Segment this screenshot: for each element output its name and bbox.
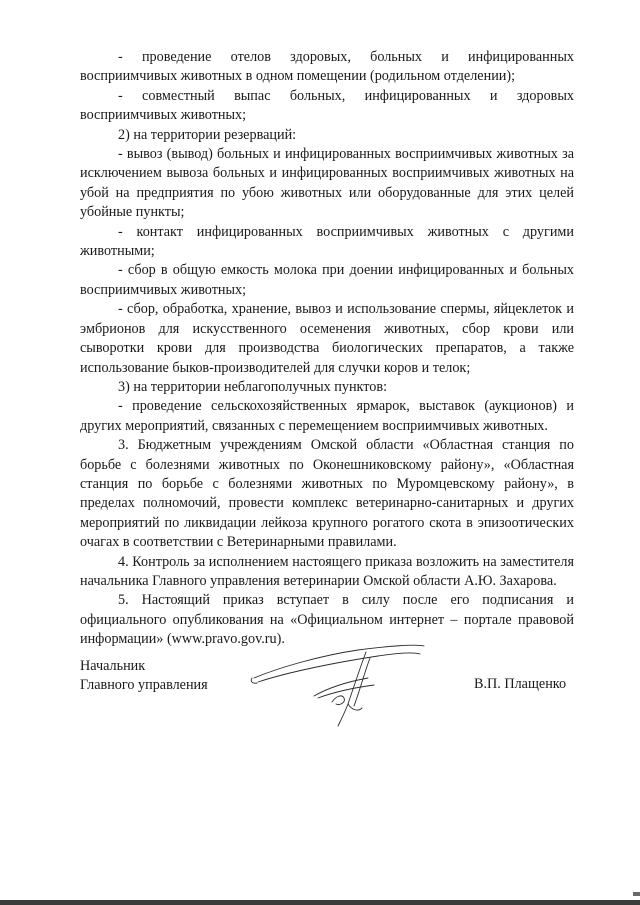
- paragraph: - совместный выпас больных, инфицированных и здоровых восприимчивых животных;: [80, 87, 574, 124]
- paragraph: - вывоз (вывод) больных и инфицированных восприимчивых животных за исключением вывоза больных и инфицированных восприимчивых животных на убой на предприятия по убою животных или оборудованные для этих целей убойные пункты;: [80, 146, 574, 221]
- signer-position-line2: Главного управления: [80, 677, 208, 693]
- paragraph: - сбор в общую емкость молока при доении инфицированных и больных восприимчивых животных;: [80, 262, 574, 298]
- paragraph: 3) на территории неблагополучных пунктов:: [118, 378, 388, 395]
- paragraph: - проведение отелов здоровых, больных и инфицированных восприимчивых животных в одном помещении (родильном отделении);: [80, 49, 574, 85]
- paragraph: 5. Настоящий приказ вступает в силу после его подписания и официального опубликования на «Официальном интернет – портале правовой информации» (www.pravo.gov.ru).: [80, 592, 574, 648]
- handwritten-signature: [248, 638, 428, 730]
- paragraph: 2) на территории резерваций:: [118, 126, 297, 143]
- paragraph: - контакт инфицированных восприимчивых животных с другими животными;: [80, 223, 574, 260]
- scan-edge-mark: [633, 892, 640, 896]
- paragraph: - сбор, обработка, хранение, вывоз и использование спермы, яйцеклеток и эмбрионов для искусственного осеменения животных, сбор крови или сыворотки крови для производства биологических препаратов, а также использование быков-производителей для случки коров и телок;: [80, 301, 574, 376]
- paragraph: 4. Контроль за исполнением настоящего приказа возложить на заместителя начальника Главного управления ветеринарии Омской области А.Ю. Захарова.: [80, 553, 574, 589]
- paragraph: 3. Бюджетным учреждениям Омской области «Областная станция по борьбе с болезнями животных по Оконешниковскому району», «Областная станция по борьбе с болезнями животных по Муромцевскому району», в пределах полномочий, провести комплекс ветеринарно-санитарных и других мероприятий по ликвидации лейкоза крупного рогатого скота в эпизоотических очагах в соответствии с Ветеринарными правилами.: [80, 437, 574, 551]
- signer-name: В.П. Плащенко: [474, 676, 567, 692]
- paragraph: - проведение сельскохозяйственных ярмарок, выставок (аукционов) и других мероприятий, связанных с перемещением восприимчивых животных.: [80, 398, 574, 434]
- signer-position-line1: Начальник: [80, 658, 146, 674]
- scan-edge-border: [0, 900, 640, 905]
